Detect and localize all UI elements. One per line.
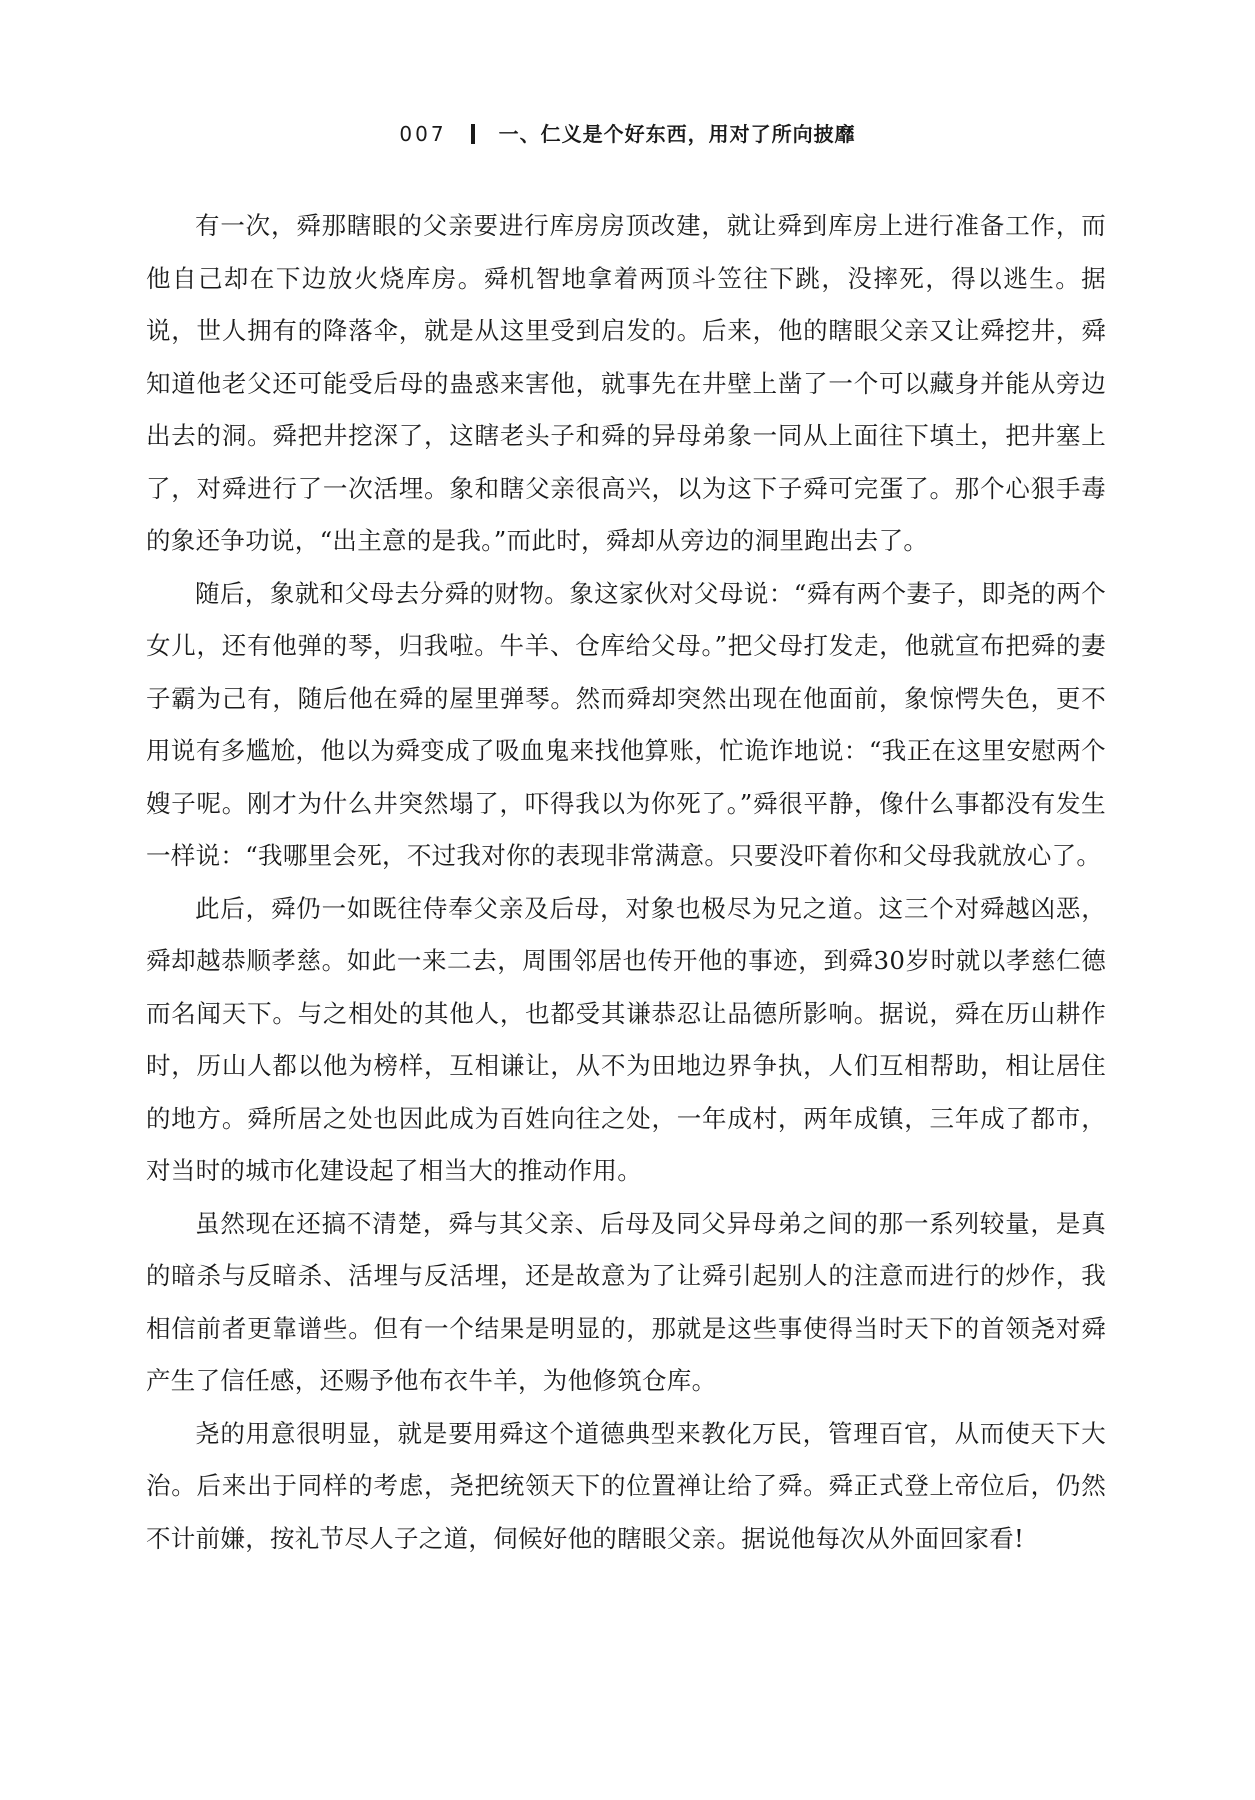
chapter-title: 一、仁义是个好东西，用对了所向披靡 [498, 122, 856, 146]
paragraph-1: 有一次，舜那瞎眼的父亲要进行库房房顶改建，就让舜到库房上进行准备工作，而他自己却在下边放火烧库房。舜机智地拿着两顶斗笠往下跳，没摔死，得以逃生。据说，世人拥有的降落伞，就是从这里受到启发的。后来，他的瞎眼父亲又让舜挖井，舜知道他老父还可能受后母的蛊惑来害他，就事先在井壁上凿了一个可以藏身并能从旁边出去的洞。舜把井挖深了，这瞎老头子和舜的异母弟象一同从上面往下填土，把井塞上了，对舜进行了一次活埋。象和瞎父亲很高兴，以为这下子舜可完蛋了。那个心狠手毒的象还争功说，“出主意的是我。”而此时，舜却从旁边的洞里跑出去了。 [146, 211, 1106, 555]
paragraph-2: 随后，象就和父母去分舜的财物。象这家伙对父母说：“舜有两个妻子，即尧的两个女儿，还有他弹的琴，归我啦。牛羊、仓库给父母。”把父母打发走，他就宣布把舜的妻子霸为己有，随后他在舜的屋里弹琴。然而舜却突然出现在他面前，象惊愕失色，更不用说有多尴尬，他以为舜变成了吸血鬼来找他算账，忙诡诈地说：“我正在这里安慰两个嫂子呢。刚才为什么井突然塌了，吓得我以为你死了。”舜很平静，像什么事都没有发生一样说：“我哪里会死，不过我对你的表现非常满意。只要没吓着你和父母我就放心了。 [146, 578, 1106, 870]
paragraph-3: 此后，舜仍一如既往侍奉父亲及后母，对象也极尽为兄之道。这三个对舜越凶恶，舜却越恭顺孝慈。如此一来二去，周围邻居也传开他的事迹，到舜30岁时就以孝慈仁德而名闻天下。与之相处的其他人，也都受其谦恭忍让品德所影响。据说，舜在历山耕作时，历山人都以他为榜样，互相谦让，从不为田地边界争执，人们互相帮助，相让居住的地方。舜所居之处也因此成为百姓向往之处，一年成村，两年成镇，三年成了都市，对当时的城市化建设起了相当大的推动作用。 [146, 893, 1106, 1185]
paragraph-5: 尧的用意很明显，就是要用舜这个道德典型来教化万民，管理百官，从而使天下大治。后来出于同样的考虑，尧把统领天下的位置禅让给了舜。舜正式登上帝位后，仍然不计前嫌，按礼节尽人子之道，伺候好他的瞎眼父亲。据说他每次从外面回家看! [146, 1418, 1106, 1553]
running-header [0, 118, 1255, 147]
page-number: 007 [399, 122, 447, 146]
header-separator [471, 124, 475, 144]
body-text [146, 200, 1106, 1565]
paragraph-4: 虽然现在还搞不清楚，舜与其父亲、后母及同父异母弟之间的那一系列较量，是真的暗杀与反暗杀、活埋与反活埋，还是故意为了让舜引起别人的注意而进行的炒作，我相信前者更靠谱些。但有一个结果是明显的，那就是这些事使得当时天下的首领尧对舜产生了信任感，还赐予他布衣牛羊，为他修筑仓库。 [146, 1208, 1106, 1395]
